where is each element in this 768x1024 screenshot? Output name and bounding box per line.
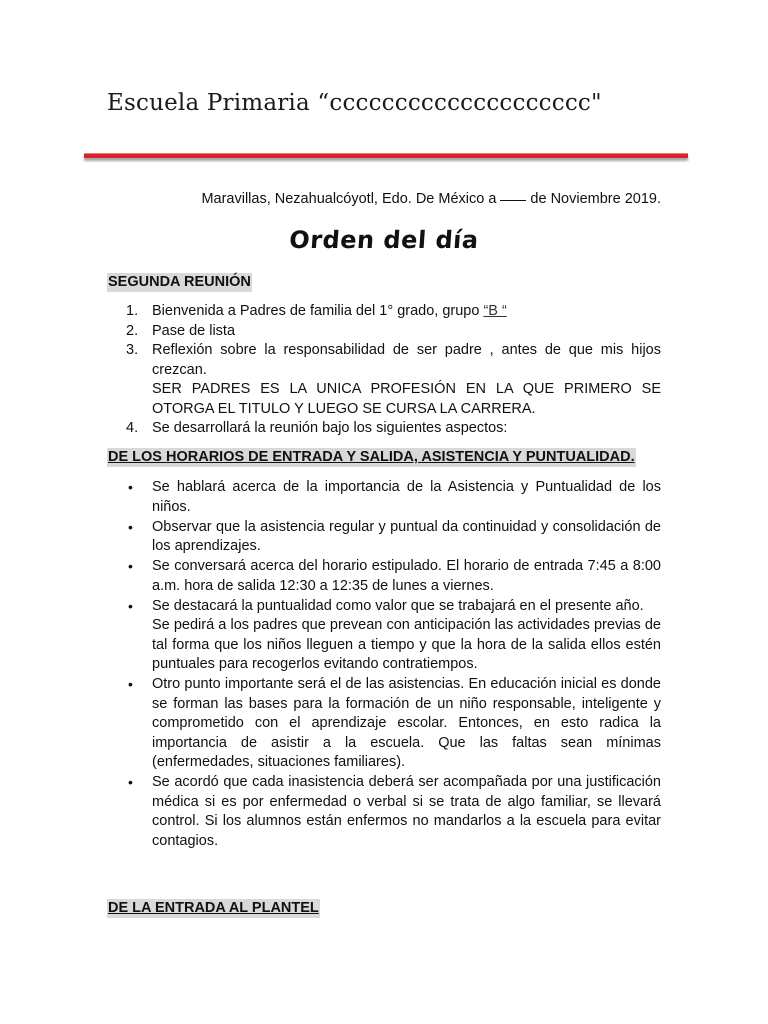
agenda-item	[107, 302, 661, 322]
school-title: Escuela Primaria “cccccccccccccccccccc"	[107, 90, 602, 116]
bullet-text: Se destacará la puntualidad como valor que se trabajará en el presente año.	[152, 597, 644, 614]
dateline-place: Maravillas, Nezahualcóyotl, Edo. De México a	[201, 191, 497, 207]
item-number: 2.	[126, 322, 139, 339]
item-text: Pase de lista	[152, 322, 236, 339]
bullet-icon: •	[128, 558, 133, 574]
item-number: 3.	[126, 342, 139, 358]
agenda-item	[107, 419, 661, 439]
agenda-item	[107, 341, 661, 419]
dateline	[201, 191, 661, 207]
bullet-text: Se conversará acerca del horario estipulado. El horario de entrada 7:45 a 8:00 a.m. hora de salida 12:30 a 12:35 de lunes a viernes.	[152, 558, 661, 594]
bullet-icon: •	[128, 676, 133, 692]
bullet-text: Se acordó que cada inasistencia deberá ser acompañada por una justificación médica si es por enfermedad o verbal si se trata de algo familiar, se llevará control. Si los alumnos están enfermos no mandarlos a la escuela para evitar contagios.	[152, 774, 661, 849]
date-blank	[500, 200, 526, 201]
bullet-icon: •	[128, 479, 133, 495]
agenda-title: Orden del día	[288, 226, 480, 254]
bullet-item	[107, 478, 661, 517]
bullet-icon: •	[128, 518, 133, 535]
agenda-item	[107, 322, 661, 342]
dateline-month-year: de Noviembre 2019.	[530, 191, 661, 207]
item-number: 4.	[126, 420, 139, 436]
item-number: 1.	[126, 303, 139, 319]
item-text: Reflexión sobre la responsabilidad de ser padre , antes de que mis hijos crezcan.	[152, 342, 661, 378]
agenda-list	[107, 302, 661, 439]
bullet-text: Observar que la asistencia regular y puntual da continuidad y consolidación de los aprendizajes.	[152, 518, 661, 554]
schedule-bullets	[107, 478, 661, 852]
item-text: Se desarrollará la reunión bajo los siguientes aspectos:	[152, 420, 508, 436]
bullet-item	[107, 597, 661, 675]
entrance-heading: DE LA ENTRADA AL PLANTEL	[108, 900, 319, 916]
meeting-heading: SEGUNDA REUNIÓN	[108, 274, 251, 290]
bullet-text-continued: Se pedirá a los padres que prevean con anticipación las actividades previas de tal forma que los niños lleguen a tiempo y que la hora de la salida ellos estén puntuales para recogerlos evitando contratiempos.	[152, 617, 661, 672]
bullet-text: Otro punto importante será el de las asistencias. En educación inicial es donde se forman las bases para la formación de un niño responsable, inteligente y comprometido con el aprendizaje escolar. Entonces, en esto radica la importancia de asistir a la escuela. Que las faltas sean mínimas (enfermedades, situaciones familiares).	[152, 676, 661, 770]
bullet-item	[107, 518, 661, 557]
item-quote: SER PADRES ES LA UNICA PROFESIÓN EN LA QUE PRIMERO SE OTORGA EL TITULO Y LUEGO SE CURSA LA CARRERA.	[152, 381, 661, 417]
schedule-heading: DE LOS HORARIOS DE ENTRADA Y SALIDA, ASISTENCIA Y PUNTUALIDAD.	[108, 449, 635, 465]
bullet-icon: •	[128, 774, 133, 790]
bullet-item	[107, 675, 661, 773]
header-divider	[84, 153, 688, 158]
bullet-text: Se hablará acerca de la importancia de la Asistencia y Puntualidad de los niños.	[152, 479, 661, 515]
bullet-item	[107, 557, 661, 596]
item-text: Bienvenida a Padres de familia del 1° grado, grupo	[152, 303, 484, 319]
bullet-item	[107, 773, 661, 851]
grade-group: “B “	[483, 303, 507, 319]
bullet-icon: •	[128, 597, 133, 614]
